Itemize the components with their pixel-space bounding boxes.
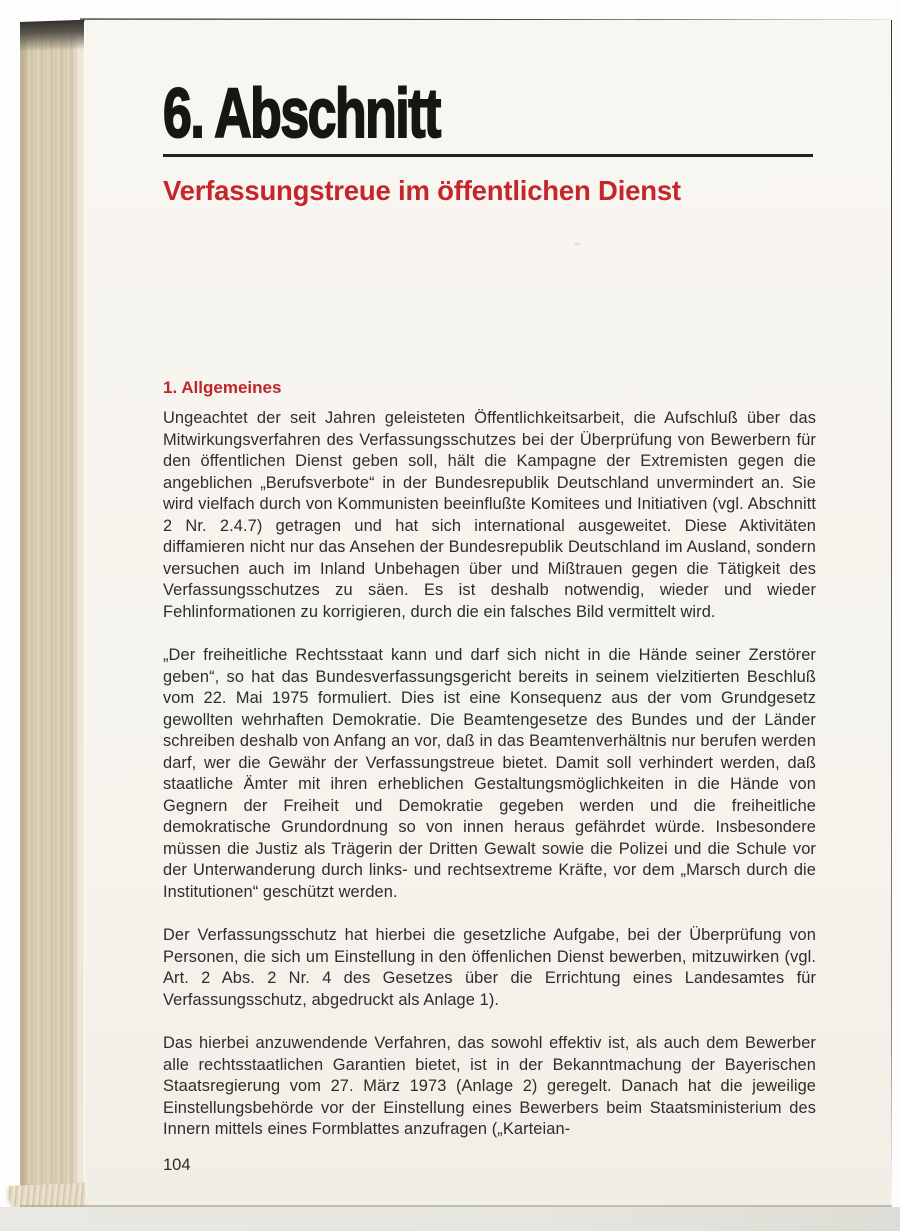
- book-fore-edge-strip: [20, 22, 84, 1203]
- headline-rule: [163, 154, 813, 157]
- paragraph: Ungeachtet der seit Jahren geleisteten Öffentlichkeitsarbeit, die Aufschluß über das Mitwirkungsverfahren des Verfassungsschutzes bei der Überprüfung von Bewerbern für den öffentlichen Dienst geben soll, hält die Kampagne der Extremisten gegen die angeblichen „Berufsverbote“ in der Bundesrepublik Deutschland unvermindert an. Sie wird vielfach durch von Kommunisten beeinflußte Komitees und Initiativen (vgl. Abschnitt 2 Nr. 2.4.7) getragen und hat sich international ausgeweitet. Diese Aktivitäten diffamieren nicht nur das Ansehen der Bundesrepublik Deutschland im Ausland, sondern versuchen auch im Inland Unbehagen über und Mißtrauen gegen die Tätigkeit des Verfassungsschutzes zu säen. Es ist deshalb notwendig, wieder und wieder Fehlinformationen zu korrigieren, durch die ein falsches Bild vermittelt wird.: [163, 409, 816, 621]
- paragraph: Das hierbei anzuwendende Verfahren, das sowohl effektiv ist, als auch dem Bewerber alle rechtsstaatlichen Garantien bietet, ist in der Bekanntmachung der Bayerischen Staatsregierung vom 27. März 1973 (Anlage 2) geregelt. Danach hat die jeweilige Einstellungsbehörde vor der Einstellung eines Bewerbers beim Staatsministerium des Innern mittels eines Formblattes anzufragen („Karteian-: [163, 1034, 816, 1138]
- book-page: [85, 20, 891, 1207]
- body-text: [163, 408, 816, 1141]
- subsection-heading: 1. Allgemeines: [163, 378, 282, 397]
- book-edge-top-shadow: [20, 20, 84, 52]
- section-number-headline: 6. Abschnitt: [163, 74, 440, 152]
- page-content-column: [163, 20, 816, 1163]
- chapter-title: Verfassungstreue im öffentlichen Dienst: [163, 175, 681, 206]
- page-number: 104: [163, 1156, 191, 1174]
- paragraph: „Der freiheitliche Rechtsstaat kann und darf sich nicht in die Hände seiner Zerstörer geben“, so hat das Bundesverfassungsgericht bereits in seinem vielzitierten Beschluß vom 22. Mai 1975 formuliert. Dies ist eine Konsequenz aus der vom Grundgesetz gewollten wehrhaften Demokratie. Die Beamtengesetze des Bundes und der Länder schreiben deshalb von Anfang an vor, daß in das Beamtenverhältnis nur berufen werden darf, wer die Gewähr der Verfassungstreue bietet. Damit soll verhindert werden, daß staatliche Ämter mit ihren erheblichen Gestaltungsmöglichkeiten in die Hände von Gegnern der Freiheit und Demokratie gegeben werden und die freiheitliche demokratische Grundordnung so von innen heraus gefährdet würde. Insbesondere müssen die Justiz als Trägerin der Dritten Gewalt sowie die Polizei und die Schule vor der Unterwanderung durch links- und rechtsextreme Kräfte, vor dem „Marsch durch die Institutionen“ geschützt werden.: [163, 646, 816, 901]
- paragraph: Der Verfassungsschutz hat hierbei die gesetzliche Aufgabe, bei der Überprüfung von Personen, die sich um Einstellung in den öffenlichen Dienst bewerben, mitzuwirken (vgl. Art. 2 Abs. 2 Nr. 4 des Gesetzes über die Errichtung eines Landesamtes für Verfassungsschutz, abgedruckt als Anlage 1).: [163, 926, 816, 1009]
- photo-bottom-band: [0, 1207, 900, 1231]
